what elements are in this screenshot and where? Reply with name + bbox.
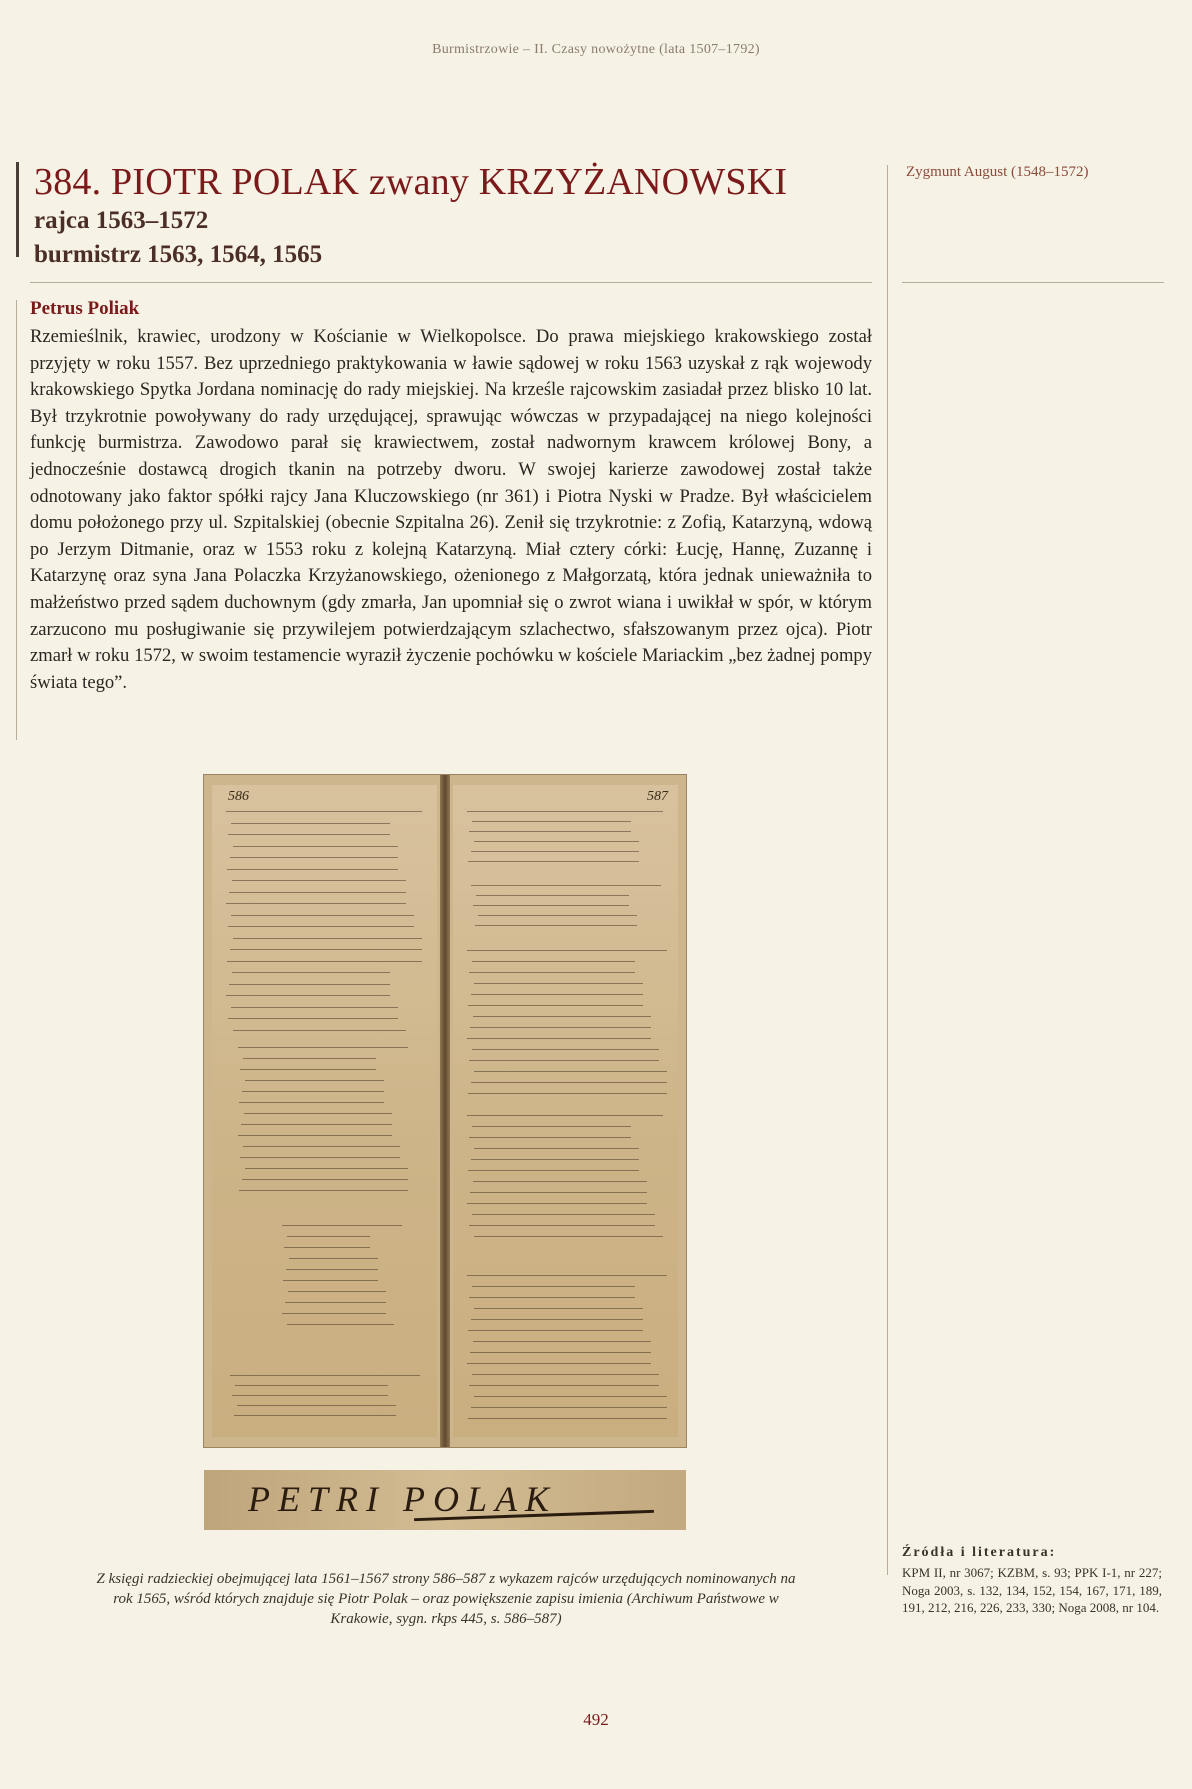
manuscript-handwriting-line xyxy=(469,1060,659,1061)
manuscript-handwriting-line xyxy=(285,1302,386,1303)
manuscript-handwriting-line xyxy=(468,1330,643,1331)
manuscript-handwriting-line xyxy=(472,821,631,822)
manuscript-handwriting-line xyxy=(473,1181,647,1182)
manuscript-handwriting-line xyxy=(282,1313,386,1314)
manuscript-handwriting-line xyxy=(471,851,639,852)
manuscript-handwriting-line xyxy=(245,1080,384,1081)
manuscript-handwriting-line xyxy=(228,834,390,835)
entry-names: Petrus Poliak xyxy=(30,298,140,319)
manuscript-handwriting-line xyxy=(232,1395,388,1396)
manuscript-handwriting-line xyxy=(233,1030,406,1031)
running-head: Burmistrzowie – II. Czasy nowożytne (lata 1507–1792) xyxy=(432,42,760,57)
manuscript-handwriting-line xyxy=(240,1069,376,1070)
manuscript-handwriting-line xyxy=(468,1005,643,1006)
manuscript-handwriting-line xyxy=(229,892,406,893)
manuscript-handwriting-line xyxy=(283,1280,378,1281)
manuscript-handwriting-line xyxy=(472,1214,655,1215)
manuscript-handwriting-line xyxy=(243,1146,400,1147)
title-bar xyxy=(16,162,19,257)
manuscript-handwriting-line xyxy=(289,1258,378,1259)
manuscript-handwriting-line xyxy=(226,903,406,904)
manuscript-handwriting-line xyxy=(467,1275,667,1276)
column-rule xyxy=(887,165,888,1575)
manuscript-gutter xyxy=(440,775,450,1447)
manuscript-handwriting-line xyxy=(239,1190,408,1191)
manuscript-handwriting-line xyxy=(467,811,663,812)
manuscript-handwriting-line xyxy=(470,1192,647,1193)
entry-body xyxy=(30,324,872,696)
manuscript-handwriting-line xyxy=(472,1374,659,1375)
manuscript-handwriting-line xyxy=(472,1126,631,1127)
manuscript-handwriting-line xyxy=(471,1082,667,1083)
manuscript-handwriting-line xyxy=(468,1418,667,1419)
manuscript-handwriting-line xyxy=(226,995,390,996)
figure-caption: Z księgi radzieckiej obejmującej lata 1561–1567 strony 586–587 z wykazem rajców urzędujących nominowanych na rok 1565, wśród których znajduje się Piotr Polak – oraz powiększenie zapisu imienia (Archiwum Państwowe w Krakowie, sygn. rkps 445, s. 586–587) xyxy=(96,1571,796,1627)
manuscript-handwriting-line xyxy=(471,885,661,886)
manuscript-handwriting-line xyxy=(233,938,422,939)
manuscript-handwriting-line xyxy=(472,1049,659,1050)
manuscript-handwriting-line xyxy=(243,1058,376,1059)
manuscript-handwriting-line xyxy=(471,1159,639,1160)
manuscript-handwriting-line xyxy=(244,1113,392,1114)
manuscript-handwriting-line xyxy=(241,1124,392,1125)
manuscript-handwriting-line xyxy=(470,1352,651,1353)
manuscript-image xyxy=(204,775,686,1447)
manuscript-handwriting-line xyxy=(226,811,422,812)
manuscript-left-page-number: 586 xyxy=(228,789,249,804)
manuscript-handwriting-line xyxy=(288,1291,386,1292)
sources-heading: Źródła i literatura: xyxy=(902,1545,1057,1560)
manuscript-handwriting-line xyxy=(467,1363,651,1364)
manuscript-handwriting-line xyxy=(229,984,390,985)
manuscript-handwriting-line xyxy=(242,1179,408,1180)
manuscript-handwriting-line xyxy=(239,1102,384,1103)
manuscript-right-page xyxy=(453,785,678,1437)
manuscript-handwriting-line xyxy=(474,841,639,842)
manuscript-handwriting-line xyxy=(471,1319,643,1320)
manuscript-handwriting-line xyxy=(284,1247,370,1248)
manuscript-handwriting-line xyxy=(473,1341,651,1342)
manuscript-handwriting-line xyxy=(233,846,398,847)
manuscript-handwriting-line xyxy=(471,994,643,995)
manuscript-handwriting-line xyxy=(287,1324,394,1325)
manuscript-handwriting-line xyxy=(474,1071,667,1072)
manuscript-handwriting-line xyxy=(474,983,643,984)
manuscript-handwriting-line xyxy=(240,1157,400,1158)
manuscript-handwriting-line xyxy=(227,869,398,870)
manuscript-handwriting-line xyxy=(474,1308,643,1309)
manuscript-handwriting-line xyxy=(468,1170,639,1171)
manuscript-handwriting-line xyxy=(232,972,390,973)
manuscript-handwriting-line xyxy=(286,1269,378,1270)
entry-subtitle-council: rajca 1563–1572 xyxy=(34,207,209,234)
manuscript-handwriting-line xyxy=(237,1405,396,1406)
manuscript-handwriting-line xyxy=(238,1047,408,1048)
manuscript-handwriting-line xyxy=(469,1297,635,1298)
manuscript-handwriting-line xyxy=(474,1396,667,1397)
sources-text: KPM II, nr 3067; KZBM, s. 93; PPK I-1, nr 227; Noga 2003, s. 132, 134, 152, 154, 167, 171, 189, 191, 212, 216, 226, 233, 330; Noga 2008, nr 104. xyxy=(902,1565,1162,1616)
header-rule xyxy=(30,282,872,283)
manuscript-handwriting-line xyxy=(235,1385,388,1386)
manuscript-handwriting-line xyxy=(231,1007,398,1008)
sidebar-reign: Zygmunt August (1548–1572) xyxy=(906,164,1089,180)
entry-body-text: Rzemieślnik, krawiec, urodzony w Kościanie w Wielkopolsce. Do prawa miejskiego krakowskiego został przyjęty w roku 1557. Bez uprzedniego praktykowania w ławie sądowej w roku 1563 uzyskał z rąk wojewody krakowskiego Spytka Jordana nominację do rady miejskiej. Na krześle rajcowskim zasiadał przez blisko 10 lat. Był trzykrotnie powoływany do rady urzędującej, sprawując wówczas w przypadającej na niego kolejności funkcję burmistrza. Zawodowo parał się krawiectwem, został nadwornym krawcem królowej Bony, a jednocześnie dostawcą drogich tkanin na potrzeby dworu. W swojej karierze zawodowej został także odnotowany jako faktor spółki rajcy Jana Kluczowskiego (nr 361) i Piotra Nyski w Pradze. Był właścicielem domu położonego przy ul. Szpitalskiej (obecnie Szpitalna 26). Zenił się trzykrotnie: z Zofią, Katarzyną, wdową po Jerzym Ditmanie, oraz w 1553 roku z kolejną Katarzyną. Miał cztery córki: Łucję, Hannę, Zuzannę i Katarzynę oraz syna Jana Polaczka Krzyżanowskiego, ożenionego z Małgorzatą, która jednak unieważniła to małżeństwo przed sądem duchownym (gdy zmarła, Jan upomniał się o zwrot wiana i uwikłał w spór, w którym zarzucono mu posługiwanie się przywilejem potwierdzającym szlachectwo, sfałszowanym przez ojca). Piotr zmarł w roku 1572, w swoim testamencie wyraził życzenie pochówku w kościele Mariackim „bez żadnej pompy świata tego”. xyxy=(30,326,872,693)
manuscript-handwriting-line xyxy=(230,949,422,950)
manuscript-handwriting-line xyxy=(469,1225,655,1226)
manuscript-handwriting-line xyxy=(474,1236,663,1237)
manuscript-handwriting-line xyxy=(230,1375,420,1376)
manuscript-right-page-number: 587 xyxy=(647,789,668,804)
manuscript-handwriting-line xyxy=(245,1168,408,1169)
manuscript-handwriting-line xyxy=(231,823,390,824)
sidebar-rule xyxy=(902,282,1164,283)
manuscript-handwriting-line xyxy=(473,905,629,906)
manuscript-handwriting-line xyxy=(230,857,398,858)
entry-subtitle-mayor: burmistrz 1563, 1564, 1565 xyxy=(34,241,323,268)
manuscript-handwriting-line xyxy=(478,915,637,916)
manuscript-handwriting-line xyxy=(231,915,414,916)
manuscript-handwriting-line xyxy=(238,1135,392,1136)
manuscript-handwriting-line xyxy=(472,961,635,962)
manuscript-handwriting-line xyxy=(475,925,637,926)
signature-enlargement xyxy=(204,1470,686,1530)
manuscript-left-page xyxy=(212,785,437,1437)
manuscript-handwriting-line xyxy=(468,1093,667,1094)
manuscript-handwriting-line xyxy=(474,1148,639,1149)
manuscript-handwriting-line xyxy=(232,880,406,881)
manuscript-handwriting-line xyxy=(228,926,414,927)
manuscript-handwriting-line xyxy=(287,1236,370,1237)
manuscript-handwriting-line xyxy=(469,1385,659,1386)
manuscript-handwriting-line xyxy=(469,972,635,973)
manuscript-handwriting-line xyxy=(282,1225,402,1226)
page-number: 492 xyxy=(583,1710,609,1729)
manuscript-handwriting-line xyxy=(467,1038,651,1039)
manuscript-handwriting-line xyxy=(469,1137,631,1138)
signature-text: PETRI POLAK xyxy=(248,1479,557,1519)
manuscript-handwriting-line xyxy=(467,1115,663,1116)
left-bar xyxy=(16,300,17,740)
manuscript-handwriting-line xyxy=(473,1016,651,1017)
manuscript-handwriting-line xyxy=(472,1286,635,1287)
manuscript-handwriting-line xyxy=(471,1407,667,1408)
manuscript-handwriting-line xyxy=(234,1415,396,1416)
manuscript-handwriting-line xyxy=(228,1018,398,1019)
manuscript-handwriting-line xyxy=(467,950,667,951)
manuscript-handwriting-line xyxy=(467,1203,647,1204)
manuscript-handwriting-line xyxy=(468,861,639,862)
manuscript-handwriting-line xyxy=(242,1091,384,1092)
entry-title: 384. PIOTR POLAK zwany KRZYŻANOWSKI xyxy=(34,161,788,203)
manuscript-handwriting-line xyxy=(470,1027,651,1028)
manuscript-handwriting-line xyxy=(469,831,631,832)
manuscript-handwriting-line xyxy=(227,961,422,962)
manuscript-handwriting-line xyxy=(476,895,629,896)
